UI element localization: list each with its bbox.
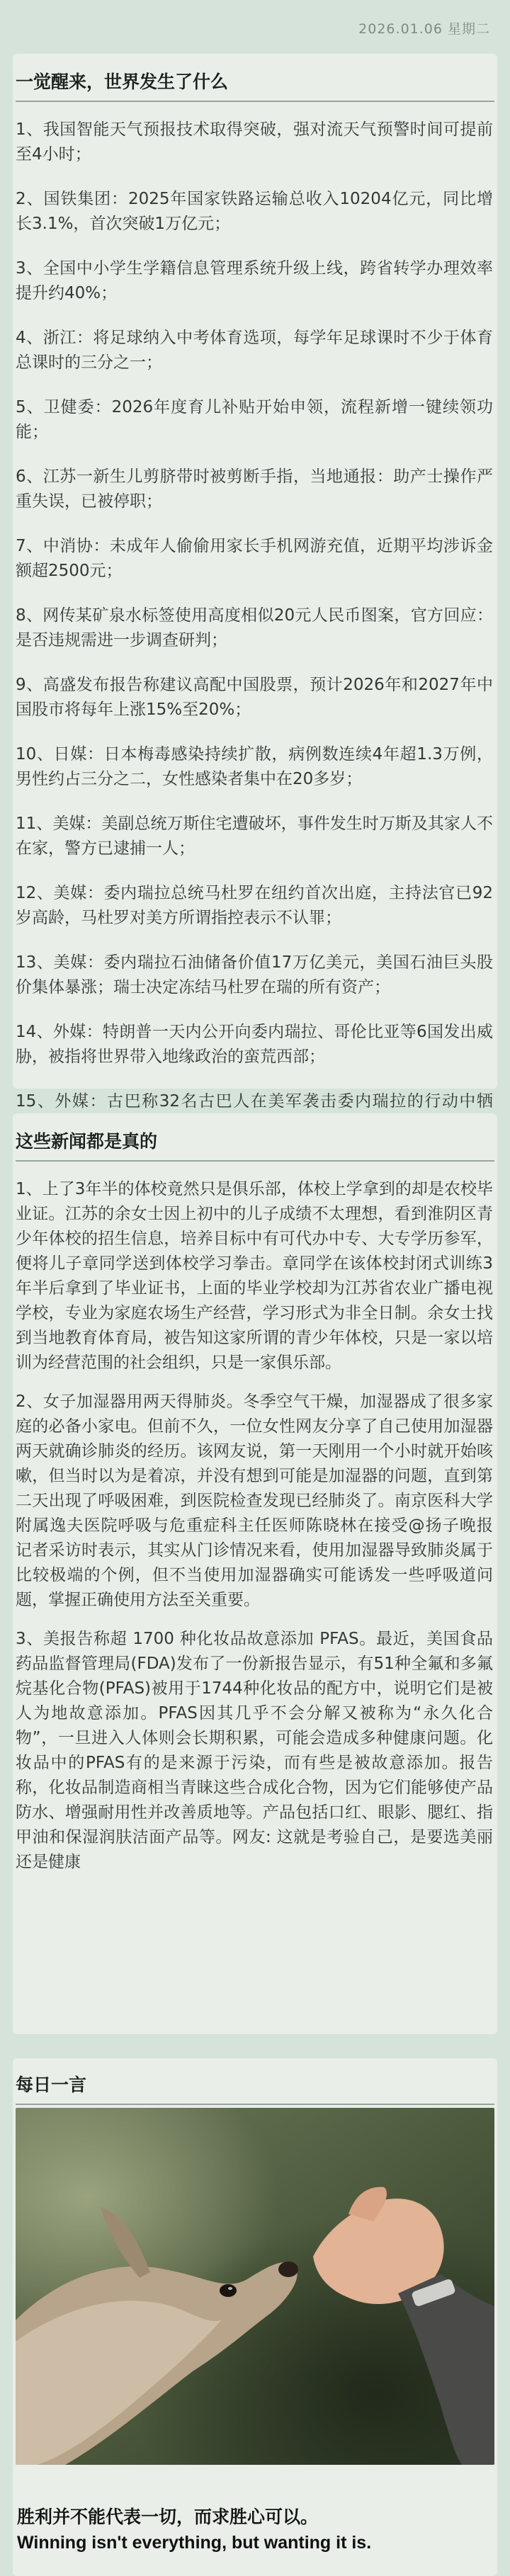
news-item: 10、日媒：日本梅毒感染持续扩散，病例数连续4年超1.3万例，男性约占三分之二，女性感染者集中在20多岁； bbox=[16, 745, 493, 788]
story-paragraph: 2、女子加湿器用两天得肺炎。冬季空气干燥，加湿器成了很多家庭的必备小家电。但前不久，一位女性网友分享了自己使用加湿器两天就确诊肺炎的经历。该网友说，第一天刚用一个小时就开始咳嗽，但当时以为是着凉，并没有想到可能是加湿器的问题，直到第二天出现了呼吸困难，到医院检查发现已经肺炎了。南京医科大学附属逸夫医院呼吸与危重症科主任医师陈晓林在接受@扬子晚报 记者采访时表示，其实从门诊情况来看，使用加湿器导致肺炎属于比较极端的个例，但不当使用加湿器确实可能诱发一些呼吸道问题，掌握正确使用方法至关重要。 bbox=[16, 1392, 493, 1609]
story-paragraph: 3、美报告称超 1700 种化妆品故意添加 PFAS。最近，美国食品药品监督管理局(FDA)发布了一份新报告显示，有51种全氟和多氟烷基化合物(PFAS)被用于1744种化妆品的配方中，说明它们是被人为地故意添加。PFAS因其几乎不会分解又被称为“永久化合物”，一旦进入人体则会长期积累，可能会造成多种健康问题。化妆品中的PFAS有的是来源于污染，而有些是被故意添加。报告称，化妆品制造商相当青睐这些合成化合物，因为它们能够使产品防水、增强耐用性并改善质地等。产品包括口红、眼影、腮红、指甲油和保湿润肤洁面产品等。网友: 这就是考验自己，是要选美丽还是健康 bbox=[16, 1630, 493, 1871]
news-item: 3、全国中小学生学籍信息管理系统升级上线，跨省转学办理效率提升约40%； bbox=[16, 259, 493, 302]
quote-chinese: 胜利并不能代表一切，而求胜心可以。 bbox=[17, 2507, 319, 2527]
quote-english: Winning isn't everything, but wanting it is. bbox=[17, 2533, 372, 2553]
news-list bbox=[13, 102, 497, 1139]
news-item: 15、外媒：古巴称32名古巴人在美军袭击委内瑞拉的行动中牺 bbox=[16, 1092, 493, 1111]
deer-photo bbox=[16, 2108, 494, 2465]
section-title-world-news: 一觉醒来，世界发生了什么 bbox=[16, 72, 229, 92]
section-title-daily-quote: 每日一言 bbox=[16, 2075, 87, 2095]
news-item: 8、网传某矿泉水标签使用高度相似20元人民币图案，官方回应：是否违规需进一步调查研判； bbox=[16, 606, 493, 649]
news-item: 7、中消协：未成年人偷偷用家长手机网游充值，近期平均涉诉金额超2500元； bbox=[16, 537, 493, 580]
daily-quote-card bbox=[13, 2058, 497, 2576]
news-item: 1、我国智能天气预报技术取得突破，强对流天气预警时间可提前至4小时； bbox=[16, 120, 493, 164]
news-item: 2、国铁集团：2025年国家铁路运输总收入10204亿元，同比增长3.1%，首次突破1万亿元； bbox=[16, 190, 493, 233]
news-summary-card bbox=[13, 54, 497, 1111]
news-item: 5、卫健委：2026年度育儿补贴开始申领，流程新增一键续领功能； bbox=[16, 398, 493, 441]
news-item: 11、美媒：美副总统万斯住宅遭破坏，事件发生时万斯及其家人不在家，警方已逮捕一人； bbox=[16, 815, 493, 858]
news-item: 4、浙江：将足球纳入中考体育选项，每学年足球课时不少于体育总课时的三分之一； bbox=[16, 329, 493, 372]
date-label: 2026.01.06 星期二 bbox=[358, 21, 490, 37]
news-item: 13、美媒：委内瑞拉石油储备价值17万亿美元，美国石油巨头股价集体暴涨；瑞士决定冻结马杜罗在瑞的所有资产； bbox=[16, 953, 493, 997]
news-item: 12、美媒：委内瑞拉总统马杜罗在纽约首次出庭，主持法官已92岁高龄，马杜罗对美方所谓指控表示不认罪； bbox=[16, 884, 493, 927]
true-news-card bbox=[13, 1113, 497, 2034]
section-title-true-news: 这些新闻都是真的 bbox=[16, 1131, 158, 1152]
title-divider bbox=[16, 2104, 494, 2105]
news-item: 14、外媒：特朗普一天内公开向委内瑞拉、哥伦比亚等6国发出威胁，被指将世界带入地缘政治的蛮荒西部； bbox=[16, 1023, 493, 1066]
story-paragraph: 1、上了3年半的体校竟然只是俱乐部，体校上学拿到的却是农校毕业证。江苏的余女士因上初中的儿子成绩不太理想，看到淮阴区青少年体校的招生信息，培养目标中有可代办中专、大专学历参军，便将儿子章同学送到体校学习拳击。章同学在该体校封闭式训练3年半后拿到了毕业证书，上面的毕业学校却为江苏省农业广播电视学校，专业为家庭农场生产经营，学习形式为非全日制。余女士找到当地教育体育局，被告知这家所谓的青少年体校，只是一家以培训为经营范围的社会组织，只是一家俱乐部。 bbox=[16, 1180, 493, 1372]
news-item: 9、高盛发布报告称建议高配中国股票，预计2026年和2027年中国股市将每年上涨15%至20%； bbox=[16, 676, 493, 719]
story-list bbox=[13, 1162, 497, 1875]
deer-and-hand-photo-icon bbox=[16, 2108, 494, 2465]
news-item: 6、江苏一新生儿剪脐带时被剪断手指，当地通报：助产士操作严重失误，已被停职； bbox=[16, 467, 493, 511]
